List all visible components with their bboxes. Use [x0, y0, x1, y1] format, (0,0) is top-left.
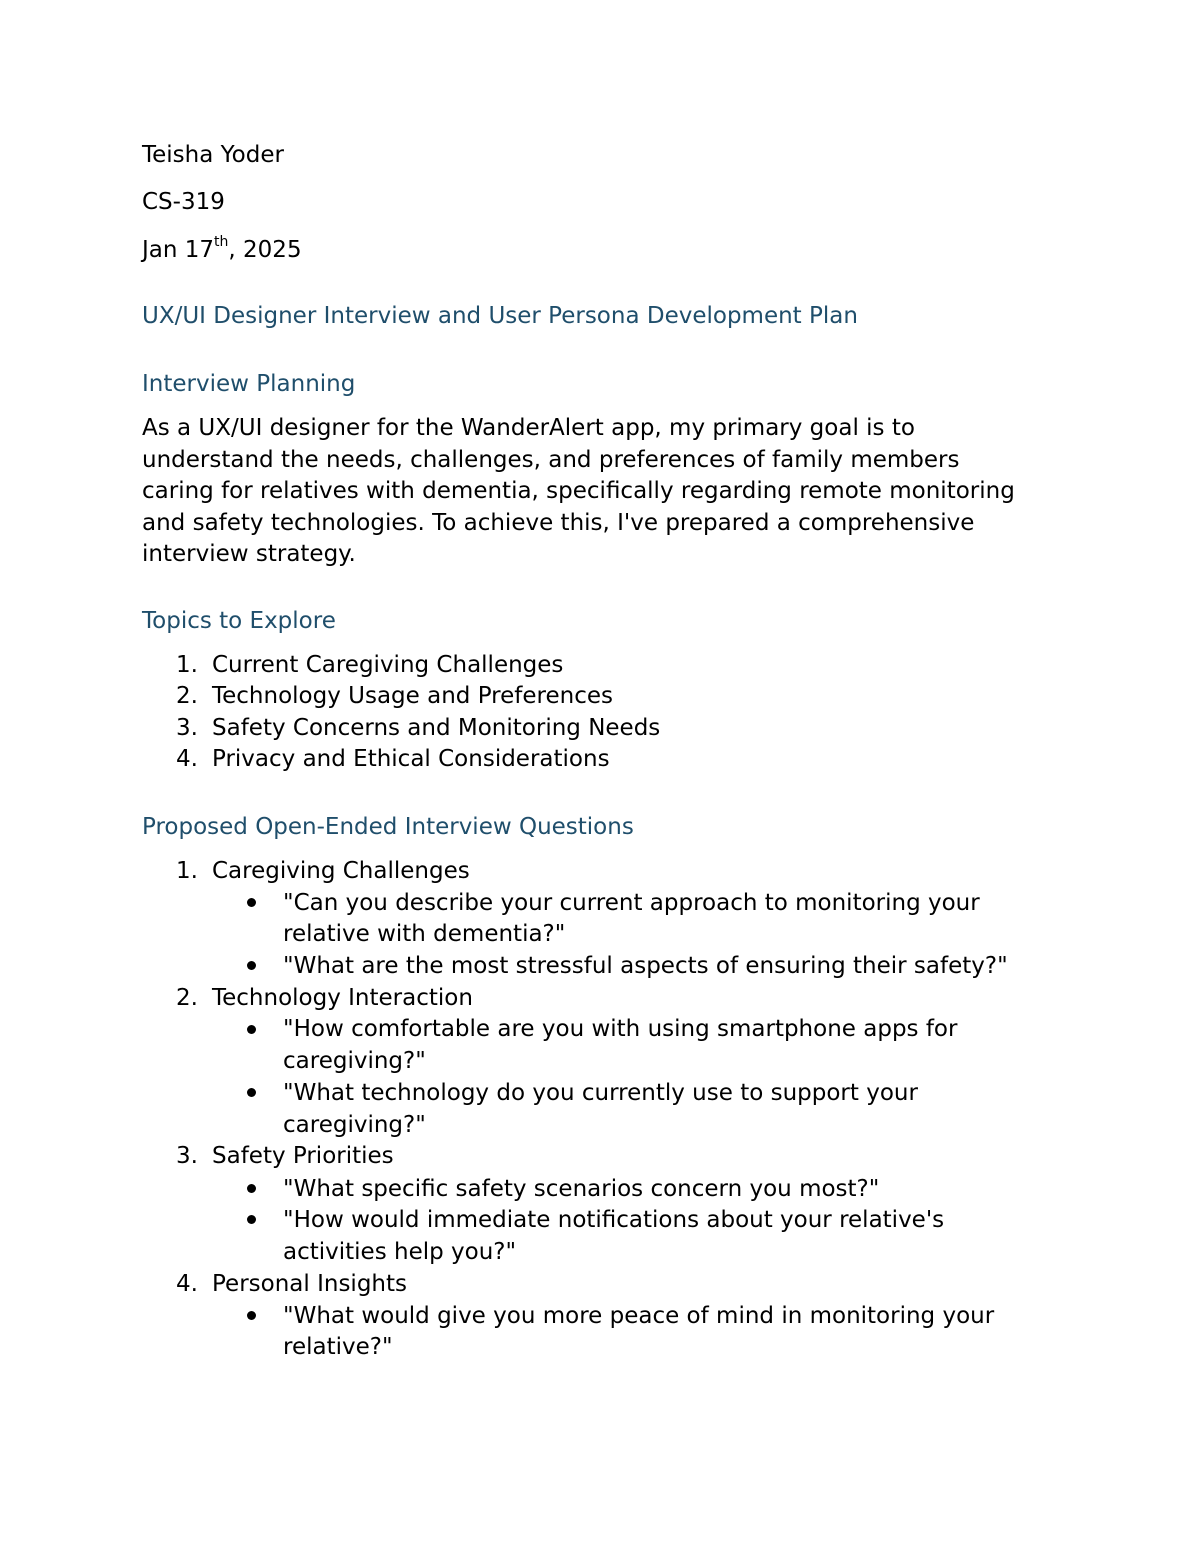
question-group-label: Technology Interaction — [212, 985, 473, 1011]
question-text: "What specific safety scenarios concern you most?" — [283, 1176, 880, 1202]
bullet-icon — [247, 1184, 256, 1193]
list-item-number: 2. — [176, 683, 198, 709]
paragraph-line: As a UX/UI designer for the WanderAlert app, my primary goal is to — [142, 415, 915, 441]
paragraph-line: understand the needs, challenges, and preferences of family members — [142, 446, 960, 473]
list-item-label: Current Caregiving Challenges — [212, 652, 564, 678]
bullet-icon — [247, 898, 256, 907]
document-title: UX/UI Designer Interview and User Persona Development Plan — [142, 303, 858, 329]
list-item-number: 3. — [176, 715, 198, 741]
question-text-continued: caregiving?" — [283, 1112, 426, 1138]
question-group-number: 3. — [176, 1143, 198, 1169]
paragraph-line: interview strategy. — [142, 541, 356, 568]
bullet-icon — [247, 1088, 256, 1097]
question-text-continued: activities help you?" — [283, 1239, 517, 1265]
section-heading-questions: Proposed Open-Ended Interview Questions — [142, 814, 634, 840]
planning-paragraph — [142, 413, 1052, 571]
question-text-continued: relative?" — [283, 1334, 393, 1360]
question-text: "How comfortable are you with using smartphone apps for — [283, 1016, 958, 1042]
section-heading-interview-planning: Interview Planning — [142, 371, 356, 397]
bullet-icon — [247, 1215, 256, 1224]
list-item-number: 4. — [176, 746, 198, 772]
question-text: "What would give you more peace of mind in monitoring your — [283, 1303, 995, 1329]
list-item-number: 1. — [176, 652, 198, 678]
paragraph-line: and safety technologies. To achieve this, I've prepared a comprehensive — [142, 509, 975, 536]
question-group-label: Safety Priorities — [212, 1143, 394, 1169]
paragraph-line: caring for relatives with dementia, specifically regarding remote monitoring — [142, 478, 1015, 505]
bullet-icon — [247, 961, 256, 970]
course-code: CS-319 — [142, 189, 225, 215]
question-text-continued: relative with dementia?" — [283, 921, 566, 947]
date-ordinal-suffix: th — [214, 234, 229, 251]
question-text: "Can you describe your current approach to monitoring your — [283, 890, 980, 916]
question-text: "How would immediate notifications about your relative's — [283, 1207, 945, 1233]
question-text-continued: caregiving?" — [283, 1048, 426, 1074]
document-date — [142, 234, 302, 266]
list-item-label: Technology Usage and Preferences — [212, 683, 613, 709]
question-group-number: 4. — [176, 1271, 198, 1297]
question-group-label: Caregiving Challenges — [212, 858, 470, 884]
date-year: , 2025 — [228, 237, 302, 263]
section-heading-topics: Topics to Explore — [142, 608, 336, 634]
question-text: "What technology do you currently use to support your — [283, 1080, 918, 1106]
bullet-icon — [247, 1311, 256, 1320]
author-name: Teisha Yoder — [142, 142, 284, 168]
date-prefix: Jan 17 — [142, 237, 215, 263]
question-group-number: 2. — [176, 985, 198, 1011]
list-item-label: Safety Concerns and Monitoring Needs — [212, 715, 661, 741]
question-group-label: Personal Insights — [212, 1271, 407, 1297]
question-group-number: 1. — [176, 858, 198, 884]
question-text: "What are the most stressful aspects of ensuring their safety?" — [283, 953, 1008, 979]
list-item-label: Privacy and Ethical Considerations — [212, 746, 610, 772]
bullet-icon — [247, 1025, 256, 1034]
